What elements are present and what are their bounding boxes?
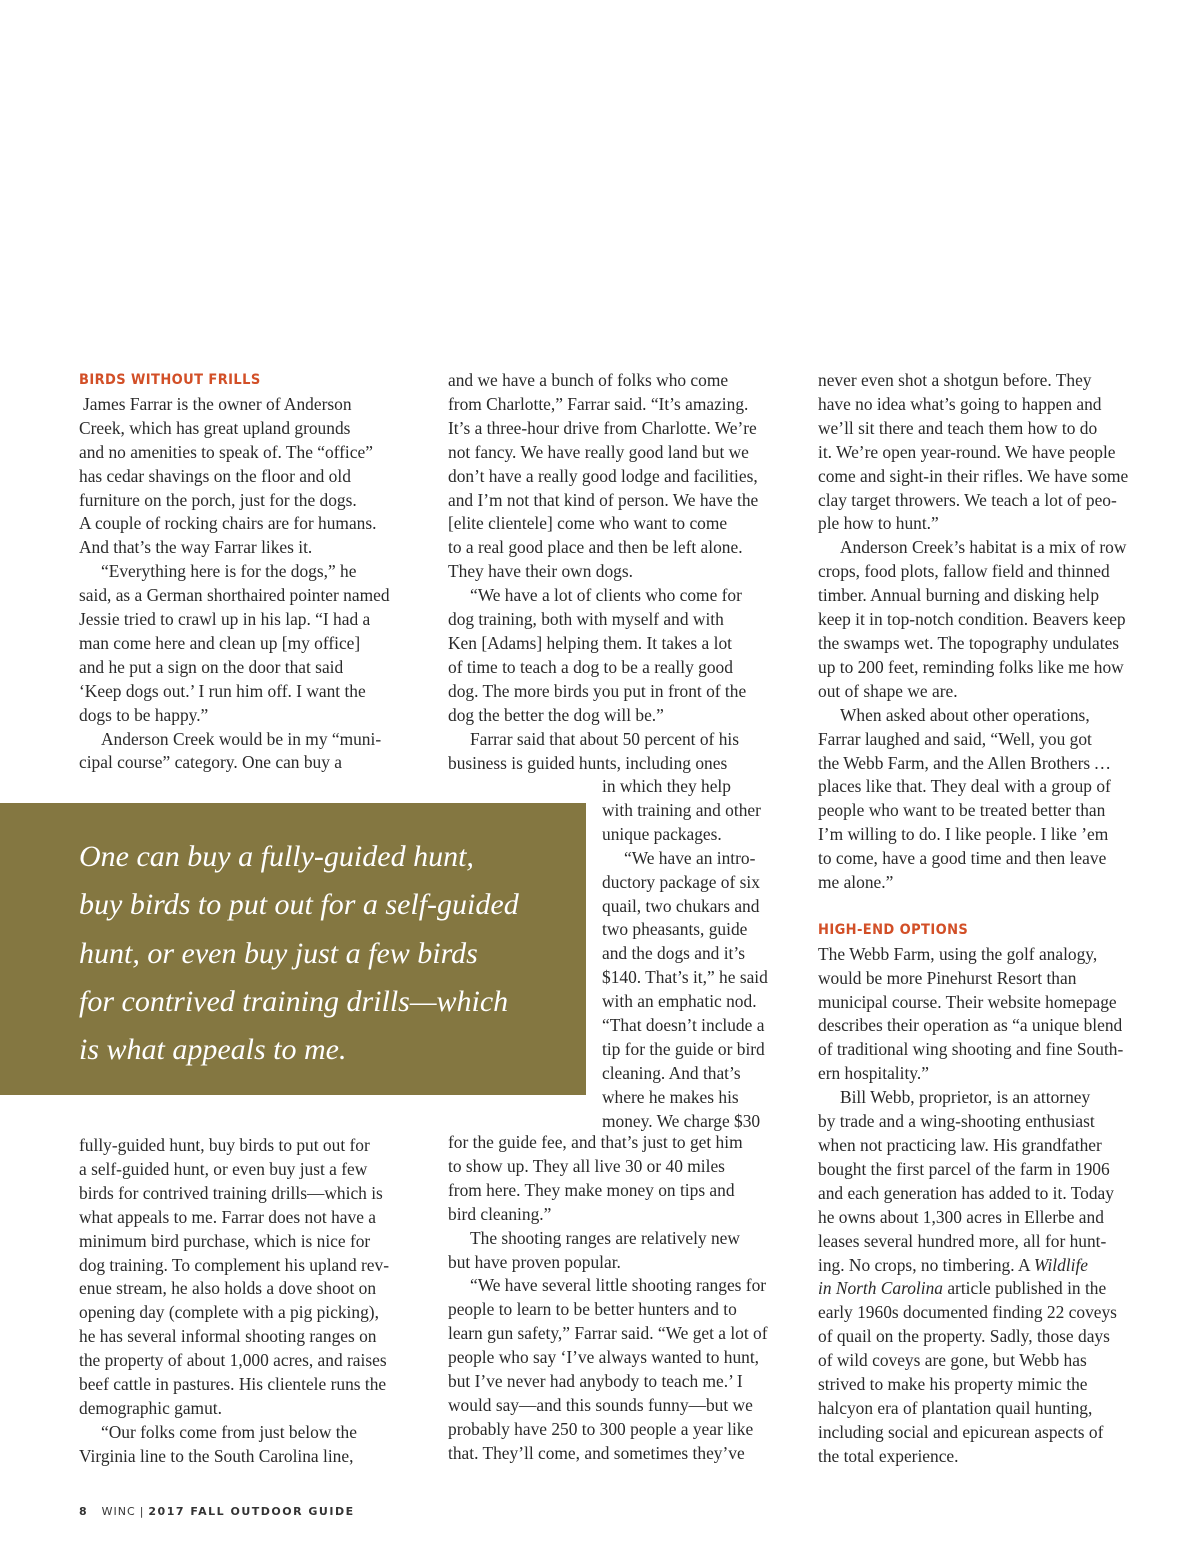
text-line: the swamps wet. The topography undulates: [818, 632, 1120, 653]
text-line: we’ll sit there and teach them how to do: [818, 417, 1098, 438]
text-line: out of shape we are.: [818, 680, 958, 701]
column-3-text-a: [818, 369, 1162, 895]
text-line: $140. That’s it,” he said: [602, 967, 768, 988]
footer-brand: WINC: [101, 1505, 136, 1518]
text-line: dogs to be happy.”: [79, 704, 209, 725]
text-line: ple how to hunt.”: [818, 513, 939, 534]
text-line: James Farrar is the owner of Anderson: [83, 393, 352, 414]
text-line: come and sight-in their rifles. We have some: [818, 465, 1129, 486]
text-line: would be more Pinehurst Resort than: [818, 967, 1077, 988]
text-line: Virginia line to the South Carolina line,: [79, 1445, 354, 1466]
text-line: demographic gamut.: [79, 1397, 222, 1418]
text-line: When asked about other operations,: [840, 704, 1090, 725]
text-line: dog training, both with myself and with: [448, 609, 724, 630]
pull-quote-line: buy birds to put out for a self-guided: [79, 888, 519, 922]
text-line: crops, food plots, fallow field and thinned: [818, 561, 1110, 582]
text-line: describes their operation as “a unique blend: [818, 1015, 1123, 1036]
text-line: have no idea what’s going to happen and: [818, 393, 1102, 414]
text-line: and no amenities to speak of. The “office”: [79, 441, 373, 462]
column-1-continued-text: [79, 1134, 429, 1469]
text-line: and I’m not that kind of person. We have the: [448, 489, 759, 510]
text-line: “That doesn’t include a: [602, 1015, 765, 1036]
text-line: of wild coveys are gone, but Webb has: [818, 1350, 1087, 1371]
text-line: probably have 250 to 300 people a year like: [448, 1418, 754, 1439]
text-line: what appeals to me. Farrar does not have a: [79, 1206, 376, 1227]
text-line: Farrar said that about 50 percent of his: [470, 728, 739, 749]
text-line: dog the better the dog will be.”: [448, 704, 664, 725]
pull-quote-line: is what appeals to me.: [79, 1033, 347, 1067]
text-line: places like that. They deal with a group of: [818, 776, 1111, 797]
pull-quote-line: hunt, or even buy just a few birds: [79, 936, 478, 970]
text-line: municipal course. Their website homepage: [818, 991, 1117, 1012]
text-line: Farrar laughed and said, “Well, you got: [818, 728, 1092, 749]
column-2-continued-text: [448, 1131, 792, 1466]
text-line: beef cattle in pastures. His clientele runs the: [79, 1374, 387, 1395]
text-line: of time to teach a dog to be a really good: [448, 656, 733, 677]
footer-title: 2017 FALL OUTDOOR GUIDE: [148, 1505, 355, 1518]
text-line: Ken [Adams] helping them. It takes a lot: [448, 632, 732, 653]
text-line: with an emphatic nod.: [602, 991, 757, 1012]
text-line: leases several hundred more, all for hunt-: [818, 1230, 1107, 1251]
text-line: but I’ve never had anybody to teach me.’ I: [448, 1371, 743, 1392]
text-line: by trade and a wing-shooting enthusiast: [818, 1111, 1095, 1132]
text-line: when not practicing law. His grandfather: [818, 1134, 1102, 1155]
text-line: ‘Keep dogs out.’ I run him off. I want the: [79, 680, 366, 701]
column-2-text: [448, 369, 792, 775]
text-line: early 1960s documented finding 22 coveys: [818, 1302, 1117, 1323]
text-line: Anderson Creek would be in my “muni-: [101, 728, 382, 749]
text-line: “We have several little shooting ranges for: [470, 1275, 767, 1296]
text-line: of quail on the property. Sadly, those days: [818, 1326, 1110, 1347]
text-line: tip for the guide or bird: [602, 1038, 765, 1059]
text-line: ern hospitality.”: [818, 1063, 929, 1084]
text-line: people who want to be treated better than: [818, 800, 1106, 821]
column-3-text-b: [818, 943, 1162, 1278]
text-line: money. We charge $30: [602, 1110, 761, 1131]
text-line: furniture on the porch, just for the dogs.: [79, 489, 357, 510]
text-line: clay target throwers. We teach a lot of peo-: [818, 489, 1117, 510]
footer-separator: |: [139, 1505, 145, 1518]
text-line: to come, have a good time and then leave: [818, 848, 1107, 869]
text-line: The shooting ranges are relatively new: [470, 1227, 740, 1248]
text-line: “We have an intro-: [624, 847, 756, 868]
text-line: the property of about 1,000 acres, and raises: [79, 1350, 387, 1371]
text-line: Anderson Creek’s habitat is a mix of row: [840, 537, 1127, 558]
text-line: and each generation has added to it. Today: [818, 1182, 1114, 1203]
text-line: business is guided hunts, including ones: [448, 752, 728, 773]
text-line: would say—and this sounds funny—but we: [448, 1394, 753, 1415]
pull-quote-line: for contrived training drills—which: [79, 984, 509, 1018]
text-line: “Everything here is for the dogs,” he: [101, 561, 357, 582]
pull-quote-line: One can buy a fully-guided hunt,: [79, 840, 474, 873]
pull-quote-box: [0, 803, 586, 1095]
text-line: They have their own dogs.: [448, 561, 633, 582]
text-line: [elite clientele] come who want to come: [448, 513, 728, 534]
text-line: and he put a sign on the door that said: [79, 656, 344, 677]
text-line: and we have a bunch of folks who come: [448, 370, 729, 390]
text-line: A couple of rocking chairs are for humans.: [79, 513, 377, 534]
text-line: unique packages.: [602, 823, 722, 844]
section-heading-high-end-options: HIGH-END OPTIONS: [818, 921, 969, 938]
text-line: it. We’re open year-round. We have people: [818, 441, 1116, 462]
text-line: “We have a lot of clients who come for: [470, 585, 742, 606]
text-line: but have proven popular.: [448, 1251, 621, 1272]
text-line: ductory package of six: [602, 871, 760, 892]
text-line: bought the first parcel of the farm in 1906: [818, 1158, 1110, 1179]
text-line: people who say ‘I’ve always wanted to hunt,: [448, 1347, 760, 1368]
text-line: for the guide fee, and that’s just to get him: [448, 1132, 743, 1152]
text-line: dog. The more birds you put in front of the: [448, 680, 747, 701]
column-1-text: [79, 393, 423, 776]
text-line: to a real good place and then be left alone.: [448, 537, 743, 558]
column-3: [818, 369, 1162, 1469]
text-line: never even shot a shotgun before. They: [818, 370, 1092, 390]
text-line: has cedar shavings on the floor and old: [79, 465, 351, 486]
text-line: cleaning. And that’s: [602, 1062, 741, 1083]
text-line: in which they help: [602, 776, 731, 796]
column-2: [448, 369, 792, 775]
text-line: said, as a German shorthaired pointer named: [79, 585, 390, 606]
text-line: me alone.”: [818, 872, 894, 893]
text-line: Jessie tried to crawl up in his lap. “I had a: [79, 609, 371, 630]
text-line: enue stream, he also holds a dove shoot on: [79, 1278, 377, 1299]
text-line: “Our folks come from just below the: [101, 1421, 357, 1442]
text-line: from here. They make money on tips and: [448, 1179, 735, 1200]
text-line: birds for contrived training drills—which is: [79, 1182, 383, 1203]
text-line: that. They’ll come, and sometimes they’ve: [448, 1442, 745, 1463]
text-line: people to learn to be better hunters and to: [448, 1299, 737, 1320]
text-line: keep it in top-notch condition. Beavers keep: [818, 609, 1126, 630]
text-line: timber. Annual burning and disking help: [818, 585, 1100, 606]
text-line: with training and other: [602, 799, 761, 820]
text-line: including social and epicurean aspects of: [818, 1421, 1104, 1442]
text-line: Creek, which has great upland grounds: [79, 417, 351, 438]
text-line: to show up. They all live 30 or 40 miles: [448, 1155, 725, 1176]
text-line: strived to make his property mimic the: [818, 1374, 1088, 1395]
text-line: I’m willing to do. I like people. I like ’em: [818, 824, 1109, 845]
text-line: where he makes his: [602, 1086, 739, 1107]
text-line: from Charlotte,” Farrar said. “It’s amazing.: [448, 393, 749, 414]
page-footer: [79, 1505, 355, 1518]
italic-title-word: Wildlife: [1033, 1254, 1089, 1275]
text-line: Bill Webb, proprietor, is an attorney: [840, 1087, 1091, 1108]
text-line: the Webb Farm, and the Allen Brothers …: [818, 752, 1111, 773]
text-line: cipal course” category. One can buy a: [79, 752, 342, 773]
text-line: he owns about 1,300 acres in Ellerbe and: [818, 1206, 1104, 1227]
text-line: dog training. To complement his upland rev-: [79, 1254, 389, 1275]
section-heading-birds-without-frills: BIRDS WITHOUT FRILLS: [79, 372, 261, 388]
pull-quote-text: [79, 833, 519, 1074]
text-line: And that’s the way Farrar likes it.: [79, 537, 313, 558]
text-line: he has several informal shooting ranges on: [79, 1326, 377, 1347]
text-line: minimum bird purchase, which is nice for: [79, 1230, 371, 1251]
text-line: halcyon era of plantation quail hunting,: [818, 1397, 1093, 1418]
text-line: The Webb Farm, using the golf analogy,: [818, 943, 1098, 964]
text-line: fully-guided hunt, buy birds to put out for: [79, 1135, 370, 1155]
text-line: man come here and clean up [my office]: [79, 632, 361, 653]
text-line: ing. No crops, no timbering. A Wildlife: [818, 1254, 1089, 1275]
text-line: of traditional wing shooting and fine South-: [818, 1039, 1124, 1060]
text-line: bird cleaning.”: [448, 1203, 552, 1224]
page-number: 8: [79, 1505, 88, 1518]
text-line: the total experience.: [818, 1445, 959, 1466]
text-line: a self-guided hunt, or even buy just a few: [79, 1158, 368, 1179]
column-2-wrapped-text: [602, 775, 798, 1134]
column-1: [79, 369, 423, 775]
column-3-italic-line: in North Carolina article published in the: [818, 1278, 1107, 1299]
text-line: two pheasants, guide: [602, 919, 748, 940]
text-line: It’s a three-hour drive from Charlotte. We’re: [448, 417, 757, 438]
text-line: and the dogs and it’s: [602, 943, 745, 964]
text-line: learn gun safety,” Farrar said. “We get a lot of: [448, 1323, 768, 1344]
text-line: don’t have a really good lodge and facilities,: [448, 465, 758, 486]
text-line: up to 200 feet, reminding folks like me how: [818, 656, 1124, 677]
column-3-text-c: [818, 1301, 1162, 1468]
text-line: opening day (complete with a pig picking),: [79, 1302, 379, 1323]
text-line: quail, two chukars and: [602, 895, 760, 916]
text-line: not fancy. We have really good land but we: [448, 441, 749, 462]
